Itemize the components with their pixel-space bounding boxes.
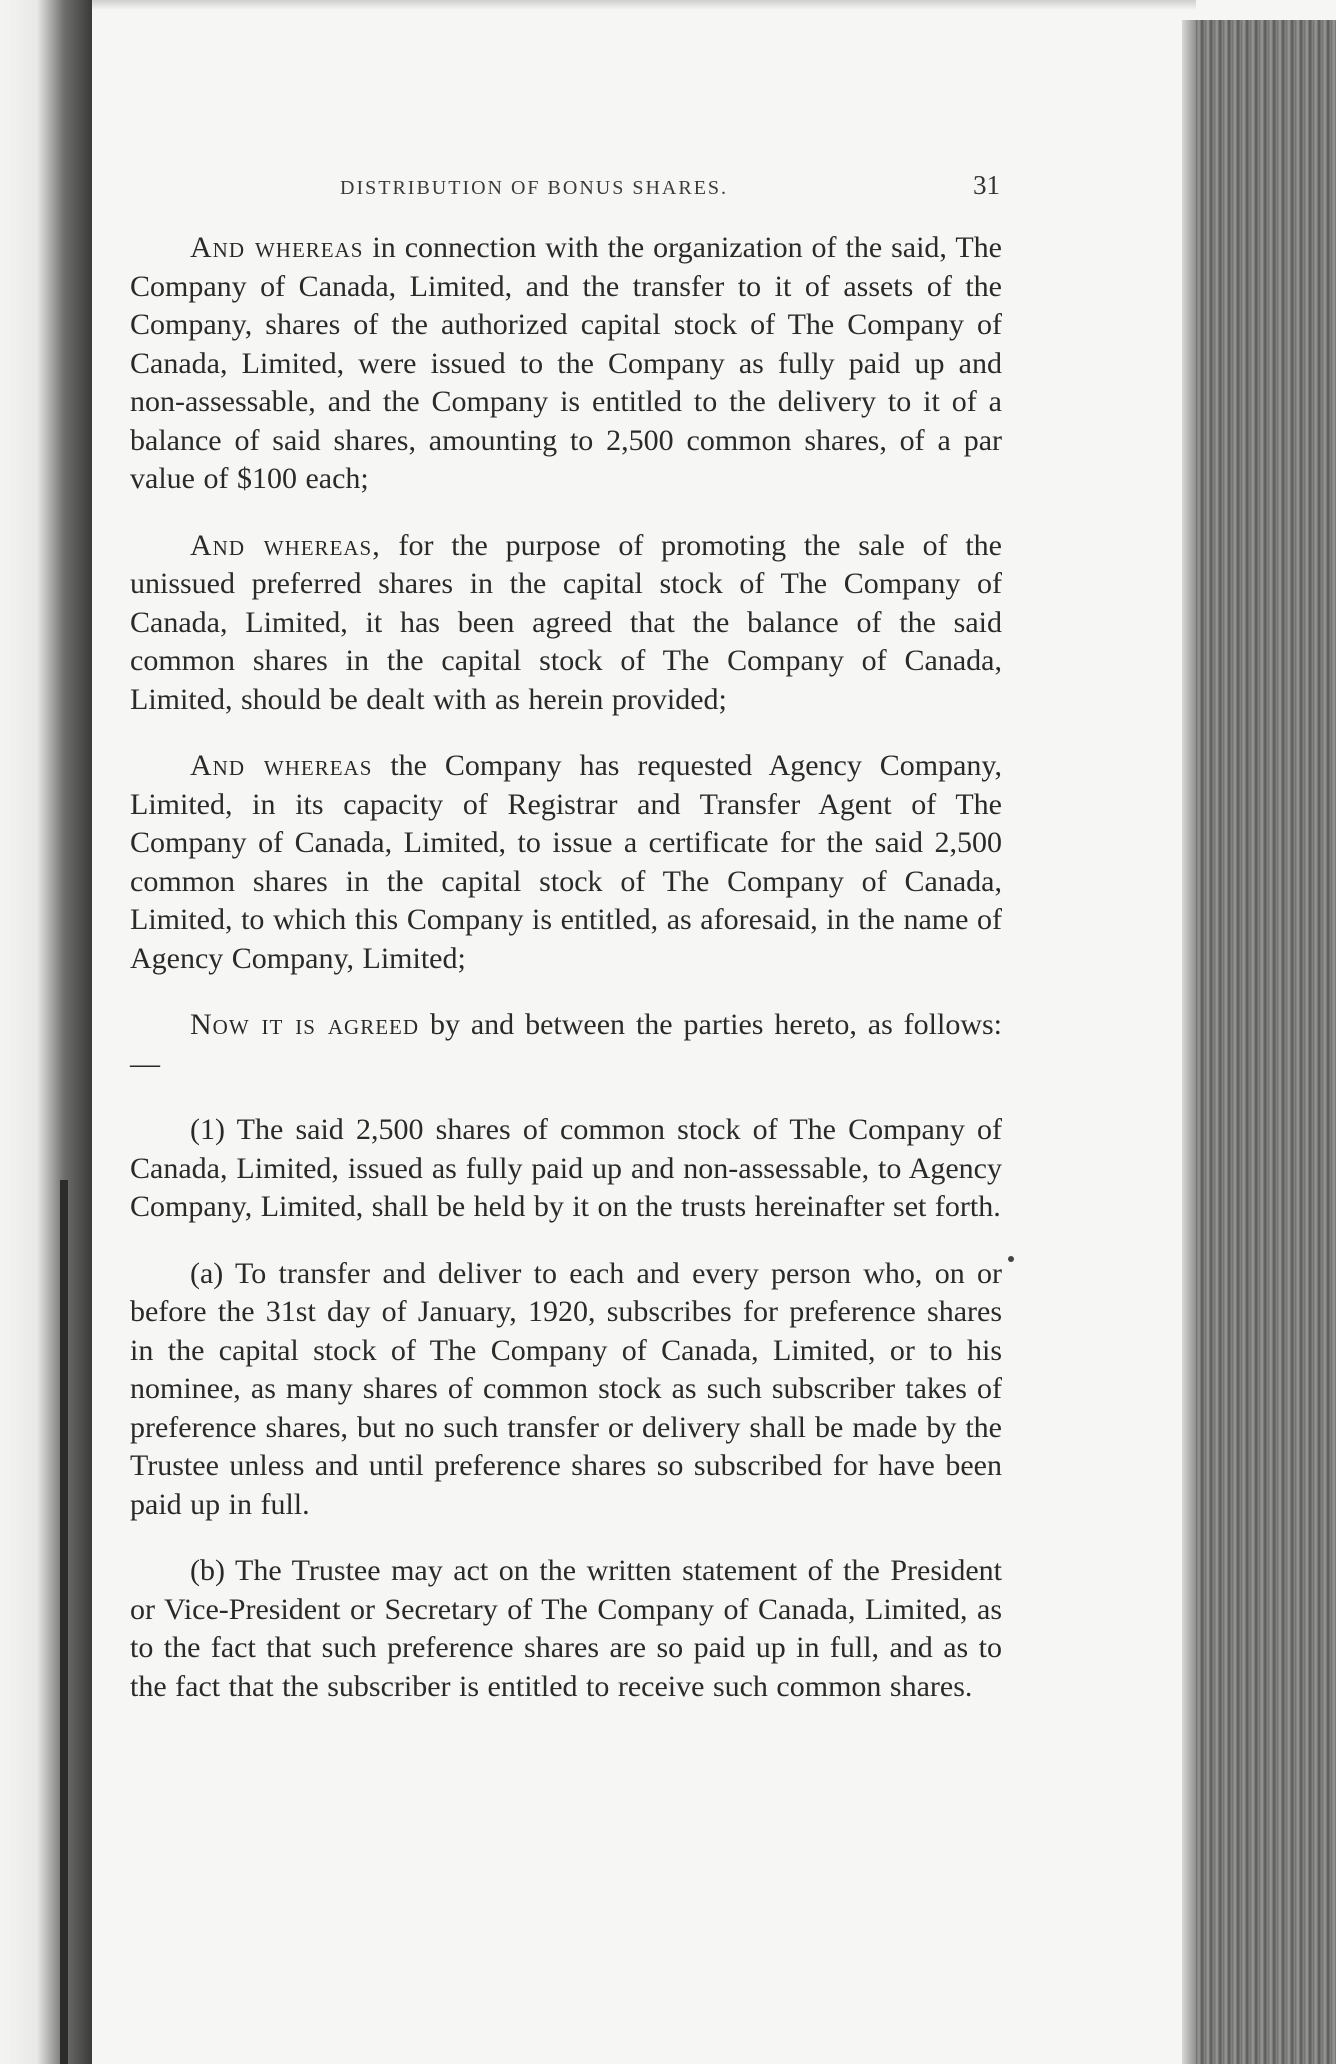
paragraph-text: by and between the parties hereto, as follows:— [130,1008,1002,1080]
paragraph-text: in connection with the organization of the said, The Company of Canada, Limited, and the transfer to it of assets of the Company, shares of the authorized capital stock of The Company of Canada, Limited, were issued to the Company as fully paid up and non-assessable, and the Company is entitled to the delivery to it of a balance of said shares, amounting to 2,500 common shares, of a par value of $100 each; [130,231,1002,495]
clause-text: (1) The said 2,500 shares of common stock of The Company of Canada, Limited, issued as fully paid up and non-assessable, to Agency Company, Limited, shall be held by it on the trusts hereinafter set forth. [130,1113,1002,1223]
paragraph-whereas-promoting [130,527,1002,720]
running-title: DISTRIBUTION OF BONUS SHARES. [340,177,729,199]
page-header [340,170,1002,201]
clause-a [130,1255,1002,1525]
paragraph-lead: And whereas [190,231,364,264]
book-page [130,170,1002,1734]
book-page-edges [1196,20,1336,2064]
paragraph-whereas-organization [130,229,1002,499]
paragraph-lead: And whereas [190,749,373,782]
clause-text: (b) The Trustee may act on the written statement of the President or Vice-President or Secretary of The Company of Canada, Limited, as to the fact that such preference shares are so paid up in full, and as to the fact that the subscriber is entitled to receive such common shares. [130,1554,1002,1703]
paragraph-lead: Now it is agreed [190,1008,420,1041]
page-top-shadow [92,0,1196,10]
margin-ink-dot [1008,1256,1014,1262]
clause-1 [130,1111,1002,1227]
paragraph-text: for the purpose of promoting the sale of the unissued preferred shares in the capital stock of The Company of Canada, Limited, it has been agreed that the balance of the said common shares in the capital stock of The Company of Canada, Limited, should be dealt with as herein provided; [130,528,1003,716]
paragraph-whereas-requested [130,747,1002,978]
paragraph-now-agreed [130,1006,1002,1083]
clause-text: (a) To transfer and deliver to each and every person who, on or before the 31st day of January, 1920, subscribes for preference shares in the capital stock of The Company of Canada, Limited, or to his nominee, as many shares of common stock as such subscriber takes of preference shares, but no such transfer or delivery shall be made by the Trustee unless and until preference shares so subscribed for have been paid up in full. [130,1256,1002,1521]
page-number: 31 [973,170,1000,200]
paragraph-lead: And whereas, [190,528,381,562]
book-spine-shadow [0,0,92,2064]
paragraph-text: the Company has requested Agency Company, Limited, in its capacity of Registrar and Transfer Agent of The Company of Canada, Limited, to issue a certificate for the said 2,500 common shares in the capital stock of The Company of Canada, Limited, to which this Company is entitled, as aforesaid, in the name of Agency Company, Limited; [130,749,1002,975]
clause-b [130,1552,1002,1706]
